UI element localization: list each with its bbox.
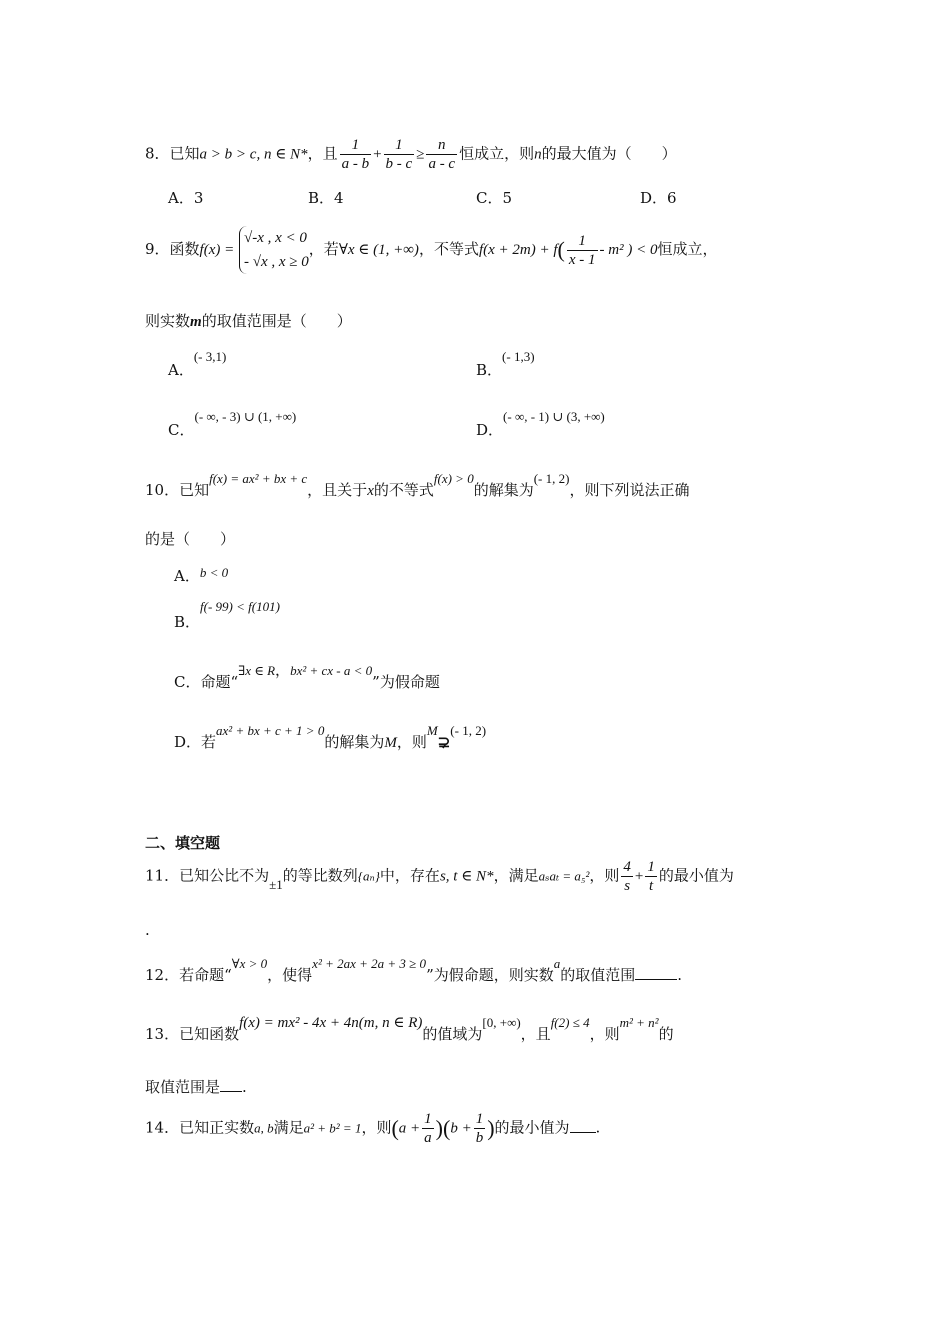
question-14: 14．已知正实数a, b满足a² + b² = 1，则(a + $\frac{1}{a}$ )(b + $\frac{1}{b}$ )的最小值为 . — [145, 1111, 601, 1146]
q8-option-c[interactable]: C．5 — [476, 189, 513, 207]
q9-option-d[interactable]: D．(- ∞, - 1) ∪ (3, +∞) — [476, 409, 605, 439]
q10-option-a[interactable]: A．b < 0 — [174, 565, 229, 585]
q8-fraction-2: $\frac{1}{b - c}$ — [385, 137, 413, 172]
q13-answer-blank[interactable] — [220, 1077, 242, 1092]
q14-answer-blank[interactable] — [570, 1118, 596, 1133]
q8-tail: 恒成立，则 — [459, 144, 535, 163]
question-12: 12．若命题“∀x > 0，使得x² + 2ax + 2a + 3 ≥ 0”为假命题，则实数a的取值范围 . — [145, 956, 683, 984]
q8-fraction-1: $\frac{1}{a - b}$ — [341, 137, 370, 172]
q8-condition: a > b > c, n ∈ N* — [199, 146, 308, 163]
q10-line2: 的是（ ） — [145, 530, 236, 548]
question-8: 8．已知a > b > c, n ∈ N*，且 $\frac{1}{a - b}$ + $\frac{1}{b - c}$ ≥ $\frac{n}{a - c}$ 恒成立，则n的最大值为（ ） — [145, 137, 677, 172]
q9-label: 9．函数 — [145, 240, 200, 258]
q11-fraction-2: $\frac{1}{t}$ — [647, 859, 655, 894]
q11-fraction-1: $\frac{4}{s}$ — [623, 859, 631, 894]
q8-fraction-3: $\frac{n}{a - c}$ — [428, 137, 456, 172]
q9-option-c[interactable]: C．(- ∞, - 3) ∪ (1, +∞) — [168, 409, 297, 439]
q14-fraction-1: $\frac{1}{a}$ — [424, 1111, 432, 1146]
q13-line2: 取值范围是 . — [145, 1078, 247, 1096]
q9-option-b[interactable]: B．(- 1,3) — [476, 349, 535, 379]
q9-fraction: $\frac{1}{x - 1}$ — [568, 232, 596, 268]
q8-option-d[interactable]: D．6 — [640, 189, 677, 207]
q12-answer-blank[interactable] — [635, 965, 677, 980]
q14-fraction-2: $\frac{1}{b}$ — [475, 1111, 484, 1146]
q10-option-b[interactable]: B．f(- 99) < f(101) — [174, 599, 280, 631]
q9-line2: 则实数m的取值范围是（ ） — [145, 312, 352, 330]
question-11: 11．已知公比不为±1的等比数列{aₙ}中，存在s, t ∈ N*，满足aₛaₜ = a₅²，则 $\frac{4}{s}$ + $\frac{1}{t}$ 的最小值为 — [145, 859, 734, 894]
q8-label: 8．已知 — [145, 144, 200, 163]
q9-piecewise: √-x , x < 0 - √x , x ≥ 0 — [239, 226, 309, 274]
q10-option-d[interactable]: D．若ax² + bx + c + 1 > 0的解集为M，则M⊋(- 1, 2) — [174, 723, 487, 751]
q9-option-a[interactable]: A．(- 3,1) — [168, 349, 227, 379]
q8-option-a[interactable]: A．3 — [168, 189, 204, 207]
q10-option-c[interactable]: C．命题“∃x ∈ R，bx² + cx - a < 0”为假命题 — [174, 661, 440, 691]
question-10: 10．已知f(x) = ax² + bx + c，且关于x的不等式f(x) > 0的解集为(- 1, 2)，则下列说法正确 — [145, 471, 690, 499]
q8-tail2: 的最大值为（ ） — [541, 144, 677, 163]
q11-line2: . — [145, 921, 150, 939]
q8-and: ，且 — [307, 144, 338, 163]
q8-option-b[interactable]: B．4 — [308, 189, 344, 207]
question-9: 9．函数f(x) = √-x , x < 0 - √x , x ≥ 0 ，若∀x ∈ (1, +∞)，不等式f(x + 2m) + f( $\frac{1}{x - 1}$ - m² ) < 0恒成立， — [145, 226, 717, 274]
question-13: 13．已知函数f(x) = mx² - 4x + 4n(m, n ∈ R)的值域为[0, +∞)，且f(2) ≤ 4，则m² + n²的 — [145, 1015, 674, 1043]
section-fill-in-blank: 二、填空题 — [145, 834, 221, 852]
